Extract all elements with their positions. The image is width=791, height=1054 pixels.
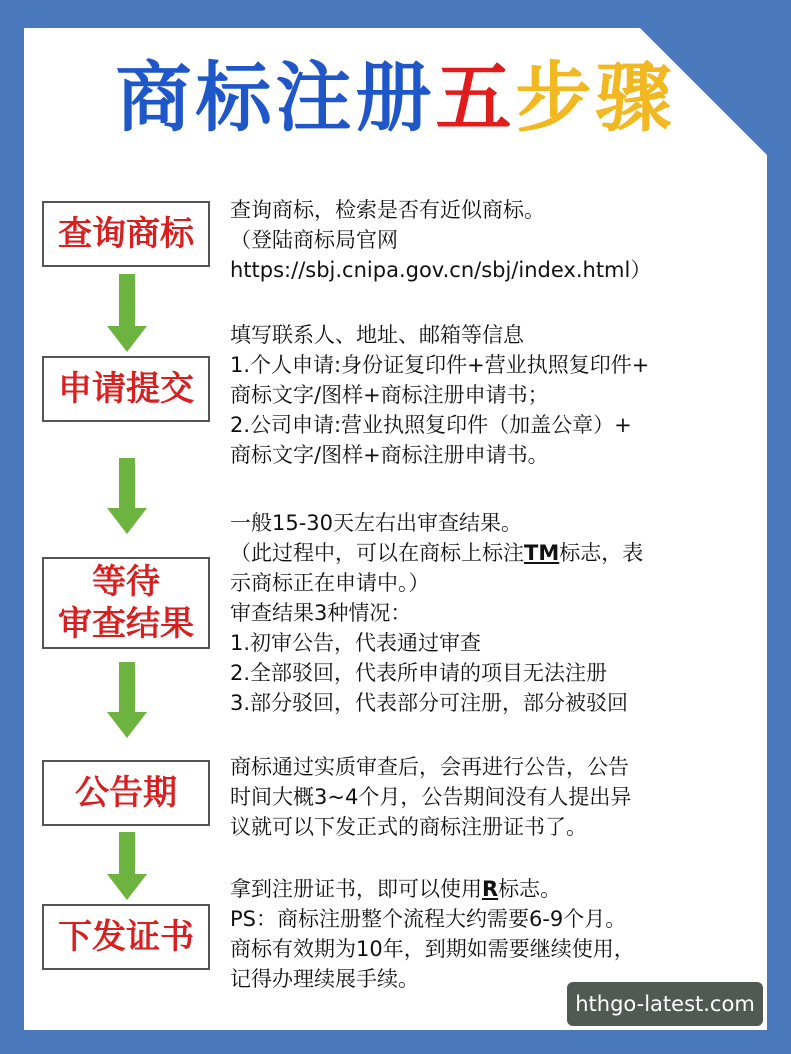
step-1-description: [230, 195, 755, 285]
step-5-line-4: 记得办理续展手续。: [230, 967, 419, 991]
flow-arrow-4: [107, 832, 147, 900]
flow-arrow-3: [107, 662, 147, 738]
flow-arrow-2: [107, 458, 147, 534]
step-5-line-1: [230, 874, 755, 904]
step-2-line-4: 2.公司申请:营业执照复印件（加盖公章）+: [230, 413, 632, 437]
step-1-line-1: 查询商标，检索是否有近似商标。: [230, 198, 545, 222]
step-3-line-2-post: 标志，表: [559, 541, 644, 565]
step-4-line-3: 议就可以下发正式的商标注册证书了。: [230, 815, 587, 839]
watermark-badge: hthgo-latest.com: [567, 982, 763, 1026]
tm-mark: TM: [524, 541, 560, 565]
step-3-label: [42, 557, 210, 649]
step-3-line-7: 3.部分驳回，代表部分可注册，部分被驳回: [230, 691, 629, 715]
step-1-line-2: （登陆商标局官网: [230, 228, 398, 252]
flow-arrow-1: [107, 274, 147, 352]
step-3-description: [230, 508, 755, 718]
step-5-line-2: PS：商标注册整个流程大约需要6-9个月。: [230, 907, 627, 931]
step-3-line-6: 2.全部驳回，代表所申请的项目无法注册: [230, 661, 608, 685]
step-2-line-1: 填写联系人、地址、邮箱等信息: [230, 323, 524, 347]
title-part-blue: 商标注册: [115, 53, 436, 142]
step-3-line-2-pre: （此过程中，可以在商标上标注: [230, 541, 524, 565]
step-2-line-5: 商标文字/图样+商标注册申请书。: [230, 443, 549, 467]
step-3-line-4: 审查结果3种情况：: [230, 601, 412, 625]
step-5-line-1-post: 标志。: [498, 877, 562, 901]
step-3-label-line-1: 等待: [92, 561, 160, 602]
r-mark: R: [482, 877, 499, 901]
step-5-label: 下发证书: [42, 904, 210, 970]
step-3-line-2: [230, 538, 755, 568]
step-3-label-line-2: 审查结果: [58, 604, 194, 644]
step-3-line-3: 示商标正在申请中。）: [230, 571, 430, 595]
step-1-label: 查询商标: [42, 201, 210, 267]
step-4-description: [230, 752, 755, 842]
title-part-yellow: 步骤: [515, 53, 676, 142]
title-part-red: 五: [435, 53, 516, 142]
step-1-line-3: https://sbj.cnipa.gov.cn/sbj/index.html）: [230, 258, 652, 282]
step-5-description: [230, 874, 755, 994]
step-5-line-3: 商标有效期为10年，到期如需要继续使用，: [230, 937, 635, 961]
step-2-line-3: 商标文字/图样+商标注册申请书；: [230, 383, 549, 407]
step-4-line-2: 时间大概3~4个月，公告期间没有人提出异: [230, 785, 632, 809]
step-4-label: 公告期: [42, 760, 210, 826]
step-5-line-1-pre: 拿到注册证书，即可以使用: [230, 877, 482, 901]
page-title: [24, 53, 767, 142]
step-2-label: 申请提交: [42, 356, 210, 422]
step-3-line-1: 一般15-30天左右出审查结果。: [230, 511, 523, 535]
step-3-line-5: 1.初审公告，代表通过审查: [230, 631, 482, 655]
step-2-description: [230, 320, 755, 470]
step-4-line-1: 商标通过实质审查后，会再进行公告，公告: [230, 755, 629, 779]
step-2-line-2: 1.个人申请:身份证复印件+营业执照复印件+: [230, 353, 650, 377]
